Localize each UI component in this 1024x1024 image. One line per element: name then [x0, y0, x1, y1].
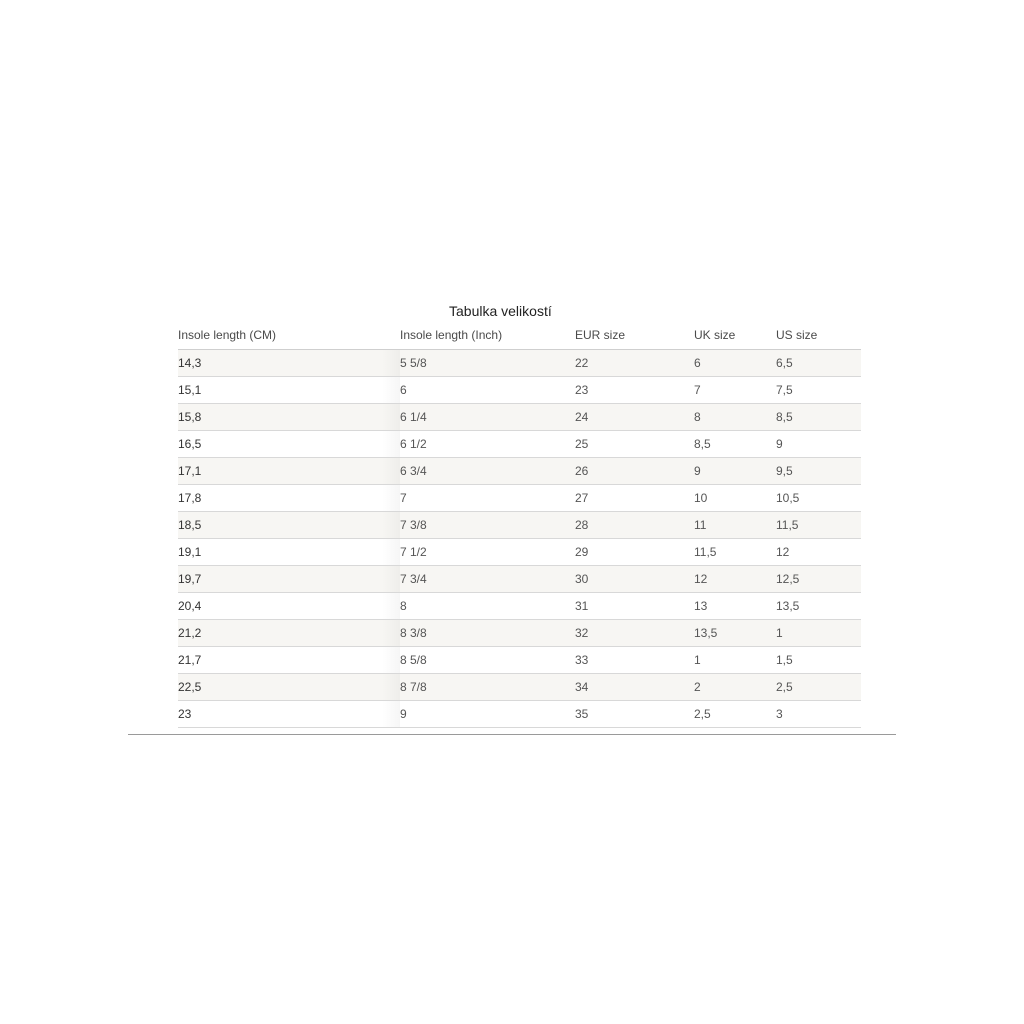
cell-insole-cm: 21,2	[178, 620, 400, 647]
cell-uk-size: 8	[694, 404, 776, 431]
cell-uk-size: 11	[694, 512, 776, 539]
cell-insole-inch: 7 3/8	[400, 512, 575, 539]
cell-uk-size: 8,5	[694, 431, 776, 458]
cell-eur-size: 30	[575, 566, 694, 593]
table-row	[178, 593, 861, 620]
cell-us-size: 9,5	[776, 458, 861, 485]
cell-insole-cm: 15,1	[178, 377, 400, 404]
table-row	[178, 566, 861, 593]
cell-uk-size: 2,5	[694, 701, 776, 728]
table-row	[178, 458, 861, 485]
size-table-body	[178, 350, 861, 728]
cell-insole-inch: 7	[400, 485, 575, 512]
cell-insole-cm: 14,3	[178, 350, 400, 377]
cell-us-size: 12	[776, 539, 861, 566]
cell-eur-size: 25	[575, 431, 694, 458]
cell-eur-size: 34	[575, 674, 694, 701]
cell-insole-inch: 6 3/4	[400, 458, 575, 485]
cell-us-size: 1,5	[776, 647, 861, 674]
cell-insole-inch: 6 1/2	[400, 431, 575, 458]
header-insole-cm: Insole length (CM)	[178, 321, 400, 350]
cell-us-size: 11,5	[776, 512, 861, 539]
cell-eur-size: 28	[575, 512, 694, 539]
table-row	[178, 485, 861, 512]
cell-eur-size: 29	[575, 539, 694, 566]
cell-insole-inch: 8 7/8	[400, 674, 575, 701]
table-row	[178, 431, 861, 458]
table-row	[178, 539, 861, 566]
cell-insole-inch: 8	[400, 593, 575, 620]
cell-eur-size: 26	[575, 458, 694, 485]
cell-insole-cm: 15,8	[178, 404, 400, 431]
table-row	[178, 350, 861, 377]
cell-us-size: 6,5	[776, 350, 861, 377]
table-row	[178, 701, 861, 728]
cell-eur-size: 33	[575, 647, 694, 674]
cell-us-size: 13,5	[776, 593, 861, 620]
cell-insole-cm: 19,1	[178, 539, 400, 566]
cell-uk-size: 9	[694, 458, 776, 485]
cell-insole-cm: 17,8	[178, 485, 400, 512]
cell-insole-inch: 6	[400, 377, 575, 404]
table-row	[178, 404, 861, 431]
cell-insole-cm: 19,7	[178, 566, 400, 593]
cell-insole-inch: 9	[400, 701, 575, 728]
table-row	[178, 647, 861, 674]
cell-us-size: 12,5	[776, 566, 861, 593]
cell-eur-size: 24	[575, 404, 694, 431]
table-row	[178, 620, 861, 647]
cell-uk-size: 6	[694, 350, 776, 377]
cell-us-size: 3	[776, 701, 861, 728]
cell-insole-cm: 22,5	[178, 674, 400, 701]
cell-eur-size: 31	[575, 593, 694, 620]
cell-uk-size: 13	[694, 593, 776, 620]
cell-us-size: 10,5	[776, 485, 861, 512]
cell-eur-size: 32	[575, 620, 694, 647]
cell-insole-cm: 16,5	[178, 431, 400, 458]
cell-insole-inch: 7 3/4	[400, 566, 575, 593]
cell-eur-size: 35	[575, 701, 694, 728]
table-row	[178, 512, 861, 539]
divider-line	[128, 734, 896, 735]
cell-eur-size: 22	[575, 350, 694, 377]
cell-uk-size: 11,5	[694, 539, 776, 566]
cell-uk-size: 2	[694, 674, 776, 701]
cell-insole-cm: 23	[178, 701, 400, 728]
cell-us-size: 9	[776, 431, 861, 458]
cell-insole-inch: 8 5/8	[400, 647, 575, 674]
cell-us-size: 7,5	[776, 377, 861, 404]
cell-insole-cm: 18,5	[178, 512, 400, 539]
cell-uk-size: 1	[694, 647, 776, 674]
cell-eur-size: 23	[575, 377, 694, 404]
table-row	[178, 674, 861, 701]
cell-us-size: 1	[776, 620, 861, 647]
size-table	[178, 321, 861, 728]
cell-eur-size: 27	[575, 485, 694, 512]
cell-us-size: 8,5	[776, 404, 861, 431]
cell-insole-inch: 7 1/2	[400, 539, 575, 566]
cell-insole-inch: 5 5/8	[400, 350, 575, 377]
header-uk-size: UK size	[694, 321, 776, 350]
cell-us-size: 2,5	[776, 674, 861, 701]
cell-uk-size: 12	[694, 566, 776, 593]
cell-uk-size: 7	[694, 377, 776, 404]
cell-uk-size: 13,5	[694, 620, 776, 647]
chart-title: Tabulka velikostí	[449, 303, 552, 319]
cell-insole-cm: 17,1	[178, 458, 400, 485]
header-us-size: US size	[776, 321, 861, 350]
table-row	[178, 377, 861, 404]
table-header-row	[178, 321, 861, 350]
cell-insole-inch: 8 3/8	[400, 620, 575, 647]
cell-insole-inch: 6 1/4	[400, 404, 575, 431]
cell-uk-size: 10	[694, 485, 776, 512]
header-insole-inch: Insole length (Inch)	[400, 321, 575, 350]
cell-insole-cm: 20,4	[178, 593, 400, 620]
header-eur-size: EUR size	[575, 321, 694, 350]
cell-insole-cm: 21,7	[178, 647, 400, 674]
